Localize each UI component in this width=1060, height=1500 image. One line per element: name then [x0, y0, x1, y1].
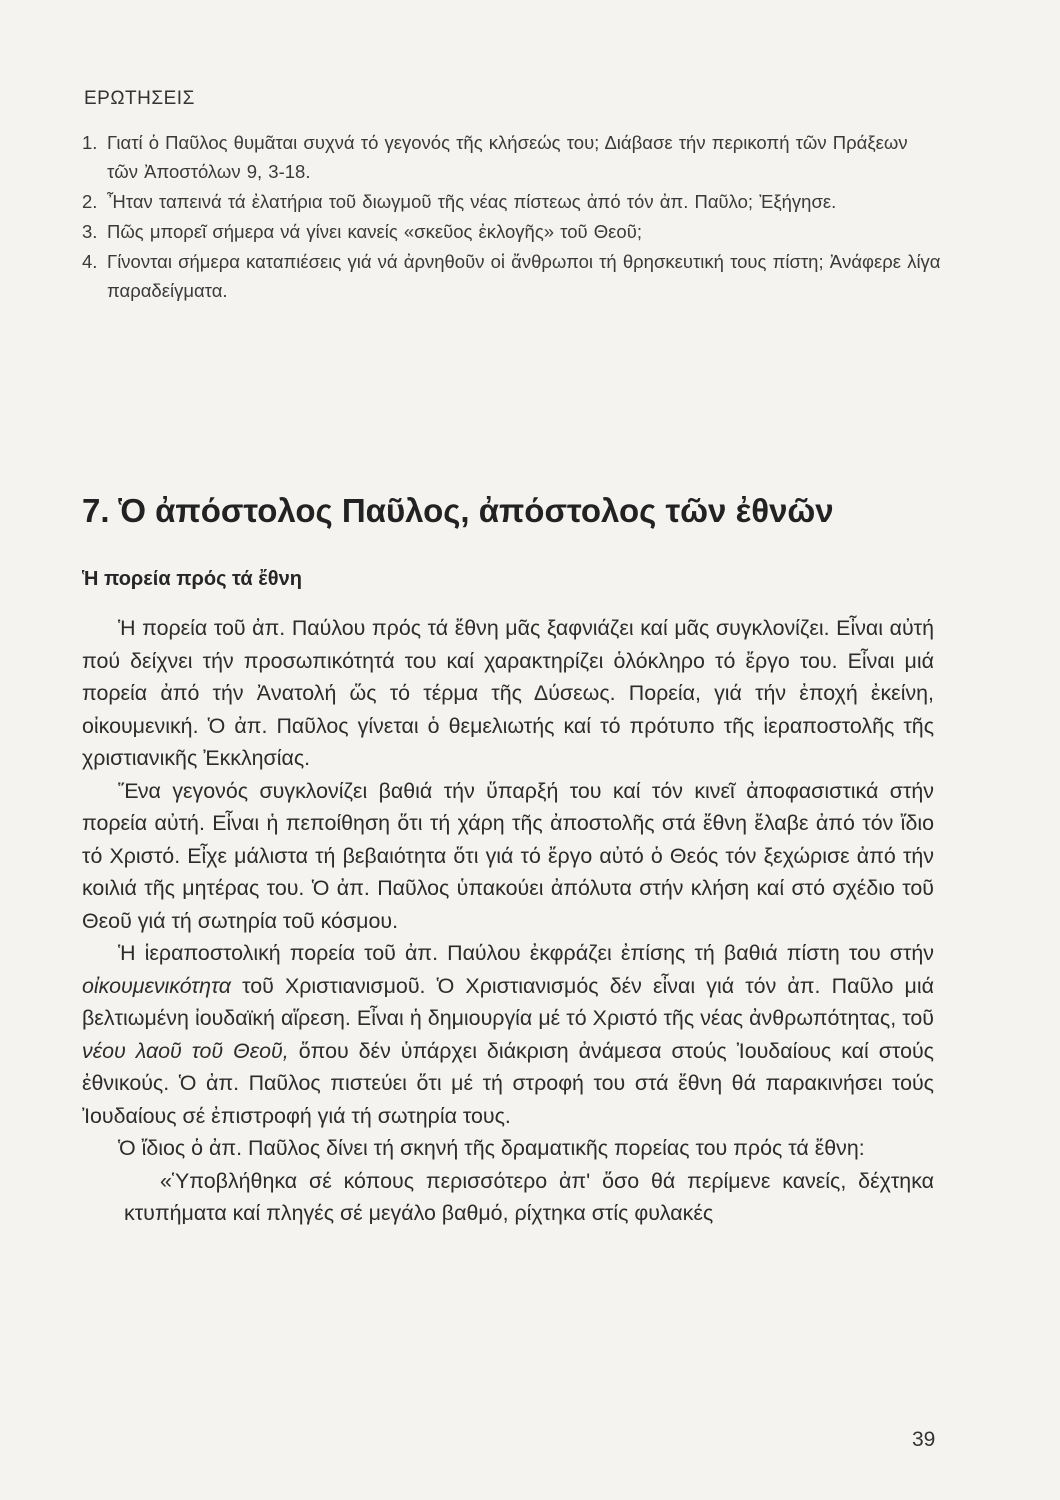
section-subtitle: Ἡ πορεία πρός τά ἔθνη [82, 568, 302, 590]
page-number: 39 [912, 1428, 936, 1451]
block-quote: «Ὑποβλήθηκα σέ κόπους περισσότερο ἀπ' ὅσο θά περίμενε κανείς, δέχτηκα κτυπήματα καί πληγές σέ μεγάλο βαθμό, ρίχτηκα στίς φυλακές [124, 1168, 934, 1225]
question-number: 1. [82, 132, 98, 153]
paragraph-2: Ἕνα γεγονός συγκλονίζει βαθιά τήν ὕπαρξή του καί τόν κινεῖ ἀποφασιστικά στήν πορεία αὐτή. Εἶναι ἡ πεποίθηση ὅτι τή χάρη τῆς ἀποστολῆς στά ἔθνη ἔλαβε ἀπό τόν ἴδιο τό Χριστό. Εἶχε μάλιστα τή βεβαιότητα ὅτι γιά τό ἔργο αὐτό ὁ Θεός τόν ξεχώρισε ἀπό τήν κοιλιά τῆς μητέρας του. Ὁ ἀπ. Παῦλος ὑπακούει ἀπόλυτα στήν κλήση καί στό σχέδιο τοῦ Θεοῦ γιά τή σωτηρία τοῦ κόσμου. [82, 778, 934, 933]
question-text: Πῶς μπορεῖ σήμερα νά γίνει κανείς «σκεῦος ἐκλογῆς» τοῦ Θεοῦ; [107, 221, 642, 242]
question-number: 2. [82, 191, 98, 212]
question-item [82, 247, 942, 305]
paragraph-3-part-c: ὅπου δέν ὑπάρχει διάκριση ἀνάμεσα στούς Ἰουδαίους καί στούς ἐθνικούς. Ὁ ἀπ. Παῦλος πιστεύει ὅτι μέ τή στροφή του στά ἔθνη θά παρακινήσει τούς Ἰουδαίους σέ ἐπιστροφή γιά τή σωτηρία τους. [82, 1038, 934, 1128]
question-number: 4. [82, 251, 98, 272]
question-number: 3. [82, 221, 98, 242]
question-item [82, 187, 942, 216]
emphasis-oikoumenikotita: οἰκουμενικότητα [82, 973, 231, 998]
emphasis-neou-laou: νέου λαοῦ τοῦ Θεοῦ, [82, 1038, 289, 1063]
paragraph-3 [82, 937, 934, 1132]
questions-list [82, 128, 942, 306]
paragraph-3-part-a: Ἡ ἱεραποστολική πορεία τοῦ ἀπ. Παύλου ἐκφράζει ἐπίσης τή βαθιά πίστη του στήν [118, 941, 934, 965]
paragraph-3-part-b: τοῦ Χριστιανισμοῦ. Ὁ Χριστιανισμός δέν εἶναι γιά τόν ἀπ. Παῦλο μιά βελτιωμένη ἰουδαϊκή αἵρεση. Εἶναι ἡ δημιουργία μέ τό Χριστό τῆς νέας ἀνθρωπότητας, τοῦ [82, 973, 934, 1030]
paragraph-4: Ὁ ἴδιος ὁ ἀπ. Παῦλος δίνει τή σκηνή τῆς δραματικῆς πορείας του πρός τά ἔθνη: [118, 1136, 865, 1160]
question-item [82, 128, 942, 186]
question-text: Γίνονται σήμερα καταπιέσεις γιά νά ἀρνηθοῦν οἱ ἄνθρωποι τή θρησκευτική τους πίστη; Ἀνάφερε λίγα παραδείγματα. [107, 251, 941, 301]
body-text [82, 612, 934, 1230]
chapter-title: 7. Ὁ ἀπόστολος Παῦλος, ἀπόστολος τῶν ἐθνῶν [82, 492, 834, 529]
question-item [82, 217, 942, 246]
questions-heading: ΕΡΩΤΗΣΕΙΣ [84, 88, 195, 109]
question-text: Ἦταν ταπεινά τά ἐλατήρια τοῦ διωγμοῦ τῆς νέας πίστεως ἀπό τόν ἀπ. Παῦλο; Ἐξήγησε. [107, 191, 837, 212]
question-text: Γιατί ὁ Παῦλος θυμᾶται συχνά τό γεγονός τῆς κλήσεώς του; Διάβασε τήν περικοπή τῶν Πράξεων τῶν Ἀποστόλων 9, 3-18. [107, 132, 908, 182]
paragraph-1: Ἡ πορεία τοῦ ἀπ. Παύλου πρός τά ἔθνη μᾶς ξαφνιάζει καί μᾶς συγκλονίζει. Εἶναι αὐτή πού δείχνει τήν προσωπικότητά του καί χαρακτηρίζει ὁλόκληρο τό ἔργο του. Εἶναι μιά πορεία ἀπό τήν Ἀνατολή ὥς τό τέρμα τῆς Δύσεως. Πορεία, γιά τήν ἐποχή ἐκείνη, οἰκουμενική. Ὁ ἀπ. Παῦλος γίνεται ὁ θεμελιωτής καί τό πρότυπο τῆς ἱεραποστολῆς τῆς χριστιανικῆς Ἐκκλησίας. [82, 616, 934, 770]
